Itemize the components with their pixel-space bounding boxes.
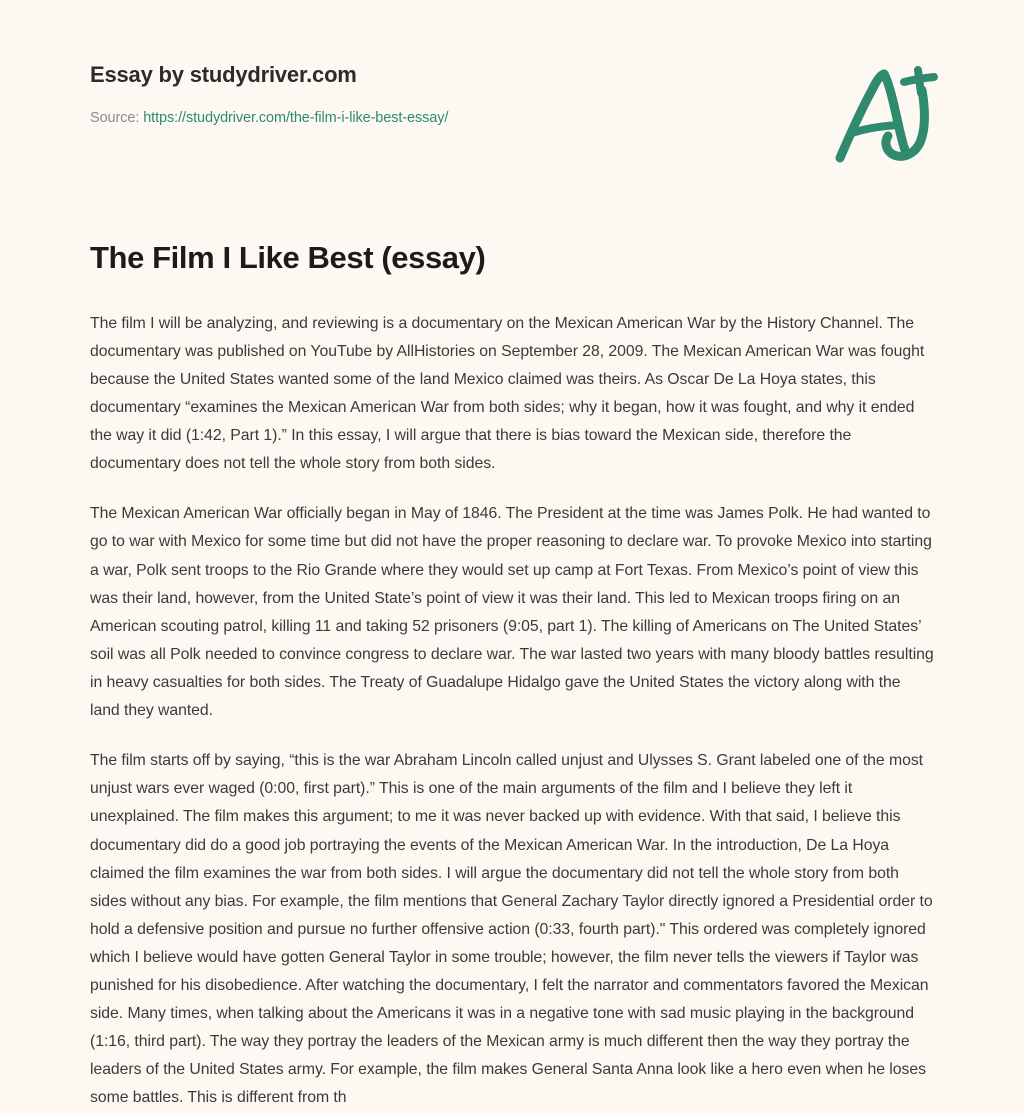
source-line [90,110,936,127]
source-label: Source: [90,110,140,127]
brand-title: Essay by studydriver.com [90,62,357,87]
source-url-link[interactable]: https://studydriver.com/the-film-i-like-best-essay/ [143,110,449,127]
essay-body [0,276,1024,1113]
page-title: The Film I Like Best (essay) [90,240,486,275]
page-header [0,0,1024,185]
aplus-logo-icon [826,62,946,172]
paragraph-2: The Mexican American War officially began in May of 1846. The President at the time was James Polk. He had wanted to go to war with Mexico for some time but did not have the proper reasoning to declare war. To provoke Mexico into starting a war, Polk sent troops to the Rio Grande where they would set up camp at Fort Texas. From Mexico’s point of view this was their land, however, from the United State’s point of view it was their land. This led to Mexican troops firing on an American scouting patrol, killing 11 and taking 52 prisoners (9:05, part 1). The killing of Americans on The United States’ soil was all Polk needed to convince congress to declare war. The war lasted two years with many bloody battles resulting in heavy casualties for both sides. The Treaty of Guadalupe Hidalgo gave the United States the victory along with the land they wanted. [90,505,934,720]
paragraph-3: The film starts off by saying, “this is the war Abraham Lincoln called unjust and Ulysses S. Grant labeled one of the most unjust wars ever waged (0:00, first part).” This is one of the main arguments of the film and I believe they left it unexplained. The film makes this argument; to me it was never backed up with evidence. With that said, I believe this documentary did do a good job portraying the events of the Mexican American War. In the introduction, De La Hoya claimed the film examines the war from both sides. I will argue the documentary did not tell the whole story from both sides without any bias. For example, the film mentions that General Zachary Taylor directly ignored a Presidential order to hold a defensive position and pursue no further offensive action (0:33, fourth part)." This ordered was completely ignored which I believe would have gotten General Taylor in some trouble; however, the film never tells the viewers if Taylor was punished for his disobedience. After watching the documentary, I felt the narrator and commentators favored the Mexican side. Many times, when talking about the Americans it was in a negative tone with sad music playing in the background (1:16, third part). The way they portray the leaders of the Mexican army is much different then the way they portray the leaders of the United States army. For example, the film makes General Santa Anna look like a hero even when he loses some battles. This is different from th [90,752,933,1107]
paragraph-1: The film I will be analyzing, and reviewing is a documentary on the Mexican American War by the History Channel. The documentary was published on YouTube by AllHistories on September 28, 2009. The Mexican American War was fought because the United States wanted some of the land Mexico claimed was theirs. As Oscar De La Hoya states, this documentary “examines the Mexican American War from both sides; why it began, how it was fought, and why it ended the way it did (1:42, Part 1).” In this essay, I will argue that there is bias toward the Mexican side, therefore the documentary does not tell the whole story from both sides. [90,314,925,473]
